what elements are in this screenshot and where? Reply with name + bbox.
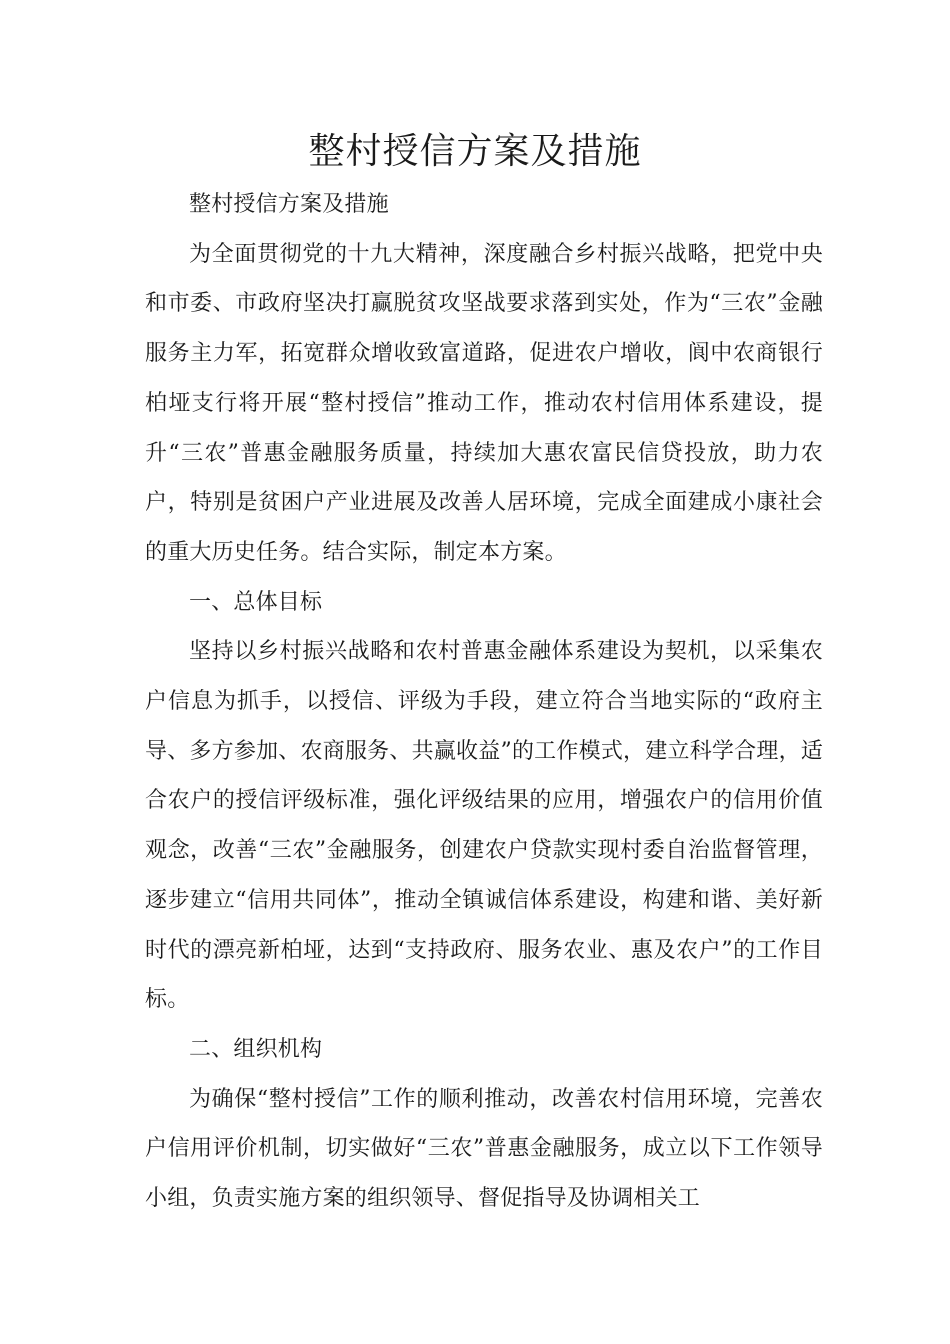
- section-heading-overall-goal: 一、总体目标: [189, 589, 323, 615]
- paragraph-organization: 为确保“整村授信”工作的顺利推动，改善农村信用环境，完善农户信用评价机制，切实做好“三农”普惠金融服务，成立以下工作领导小组，负责实施方案的组织领导、督促指导及协调相关工: [145, 1086, 823, 1212]
- paragraph-overall-goal: 坚持以乡村振兴战略和农村普惠金融体系建设为契机，以采集农户信息为抓手，以授信、评级为手段，建立符合当地实际的“政府主导、多方参加、农商服务、共赢收益”的工作模式，建立科学合理，适合农户的授信评级标准，强化评级结果的应用，增强农户的信用价值观念，改善“三农”金融服务，创建农户贷款实现村委自治监督管理，逐步建立“信用共同体”，推动全镇诚信体系建设，构建和谐、美好新时代的漂亮新柏垭，达到“支持政府、服务农业、惠及农户”的工作目标。: [145, 639, 823, 1013]
- document-title: 整村授信方案及措施: [308, 131, 642, 172]
- section-heading-organization: 二、组织机构: [189, 1036, 323, 1062]
- document-body: [145, 180, 823, 1224]
- paragraph-intro: 为全面贯彻党的十九大精神，深度融合乡村振兴战略，把党中央和市委、市政府坚决打赢脱贫攻坚战要求落到实处，作为“三农”金融服务主力军，拓宽群众增收致富道路，促进农户增收，阆中农商银行柏垭支行将开展“整村授信”推动工作，推动农村信用体系建设，提升“三农”普惠金融服务质量，持续加大惠农富民信贷投放，助力农户，特别是贫困户产业进展及改善人居环境，完成全面建成小康社会的重大历史任务。结合实际，制定本方案。: [145, 241, 823, 565]
- paragraph-subtitle: 整村授信方案及措施: [189, 192, 389, 217]
